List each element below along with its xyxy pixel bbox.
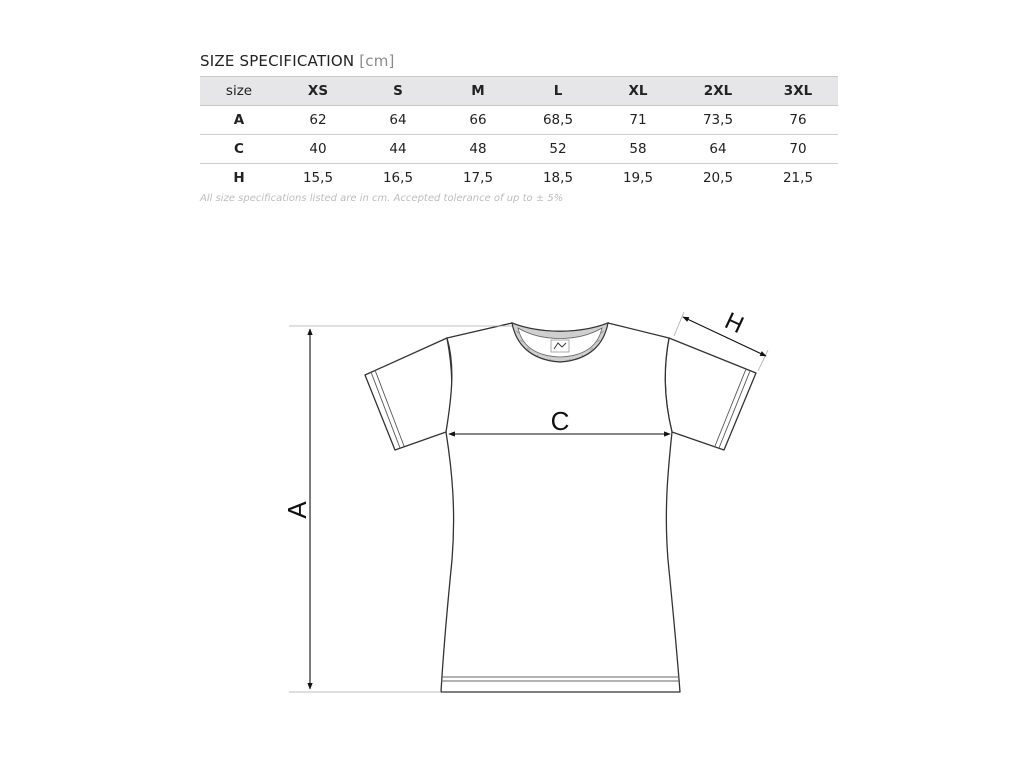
row-label-c: C [234, 141, 244, 157]
table-cell: 48 [469, 141, 487, 157]
table-cell: 62 [309, 112, 327, 128]
table-cell: 64 [709, 141, 727, 157]
dimension-label-a: A [282, 501, 312, 519]
table-cell: 71 [629, 112, 647, 128]
size-header-l: L [518, 77, 598, 106]
row-label-h: H [233, 170, 245, 186]
tshirt-outline [365, 323, 756, 692]
row-label-a: A [233, 112, 245, 128]
table-cell: 21,5 [782, 170, 814, 186]
tolerance-note: All size specifications listed are in cm. Accepted tolerance of up to ± 5% [200, 193, 564, 204]
neck-label [551, 340, 569, 352]
size-header-label: size [200, 77, 278, 106]
table-cell: 73,5 [702, 112, 734, 128]
table-cell: 40 [309, 141, 327, 157]
table-cell: 16,5 [382, 170, 414, 186]
table-cell: 66 [469, 112, 487, 128]
right-sleeve [665, 338, 756, 450]
table-cell: 70 [789, 141, 807, 157]
size-header-xl: XL [598, 77, 678, 106]
size-header-m: M [438, 77, 518, 106]
table-cell: 58 [629, 141, 647, 157]
table-cell: 20,5 [702, 170, 734, 186]
title-unit: [cm] [359, 52, 395, 70]
size-header-xs: XS [278, 77, 358, 106]
table-cell: 19,5 [622, 170, 654, 186]
size-header-2xl: 2XL [678, 77, 758, 106]
shirt-body [441, 323, 680, 692]
table-cell: 64 [389, 112, 407, 128]
table-cell: 15,5 [302, 170, 334, 186]
table-cell: 52 [549, 141, 567, 157]
dimension-label-c: C [550, 406, 570, 436]
title-text: SIZE SPECIFICATION [200, 52, 355, 70]
size-header-s: S [358, 77, 438, 106]
table-cell: 76 [789, 112, 807, 128]
table-cell: 18,5 [542, 170, 574, 186]
dimension-label-h: H [720, 307, 748, 340]
size-header-3xl: 3XL [758, 77, 838, 106]
table-cell: 17,5 [462, 170, 494, 186]
table-cell: 44 [389, 141, 407, 157]
left-sleeve [365, 338, 452, 450]
table-cell: 68,5 [542, 112, 574, 128]
